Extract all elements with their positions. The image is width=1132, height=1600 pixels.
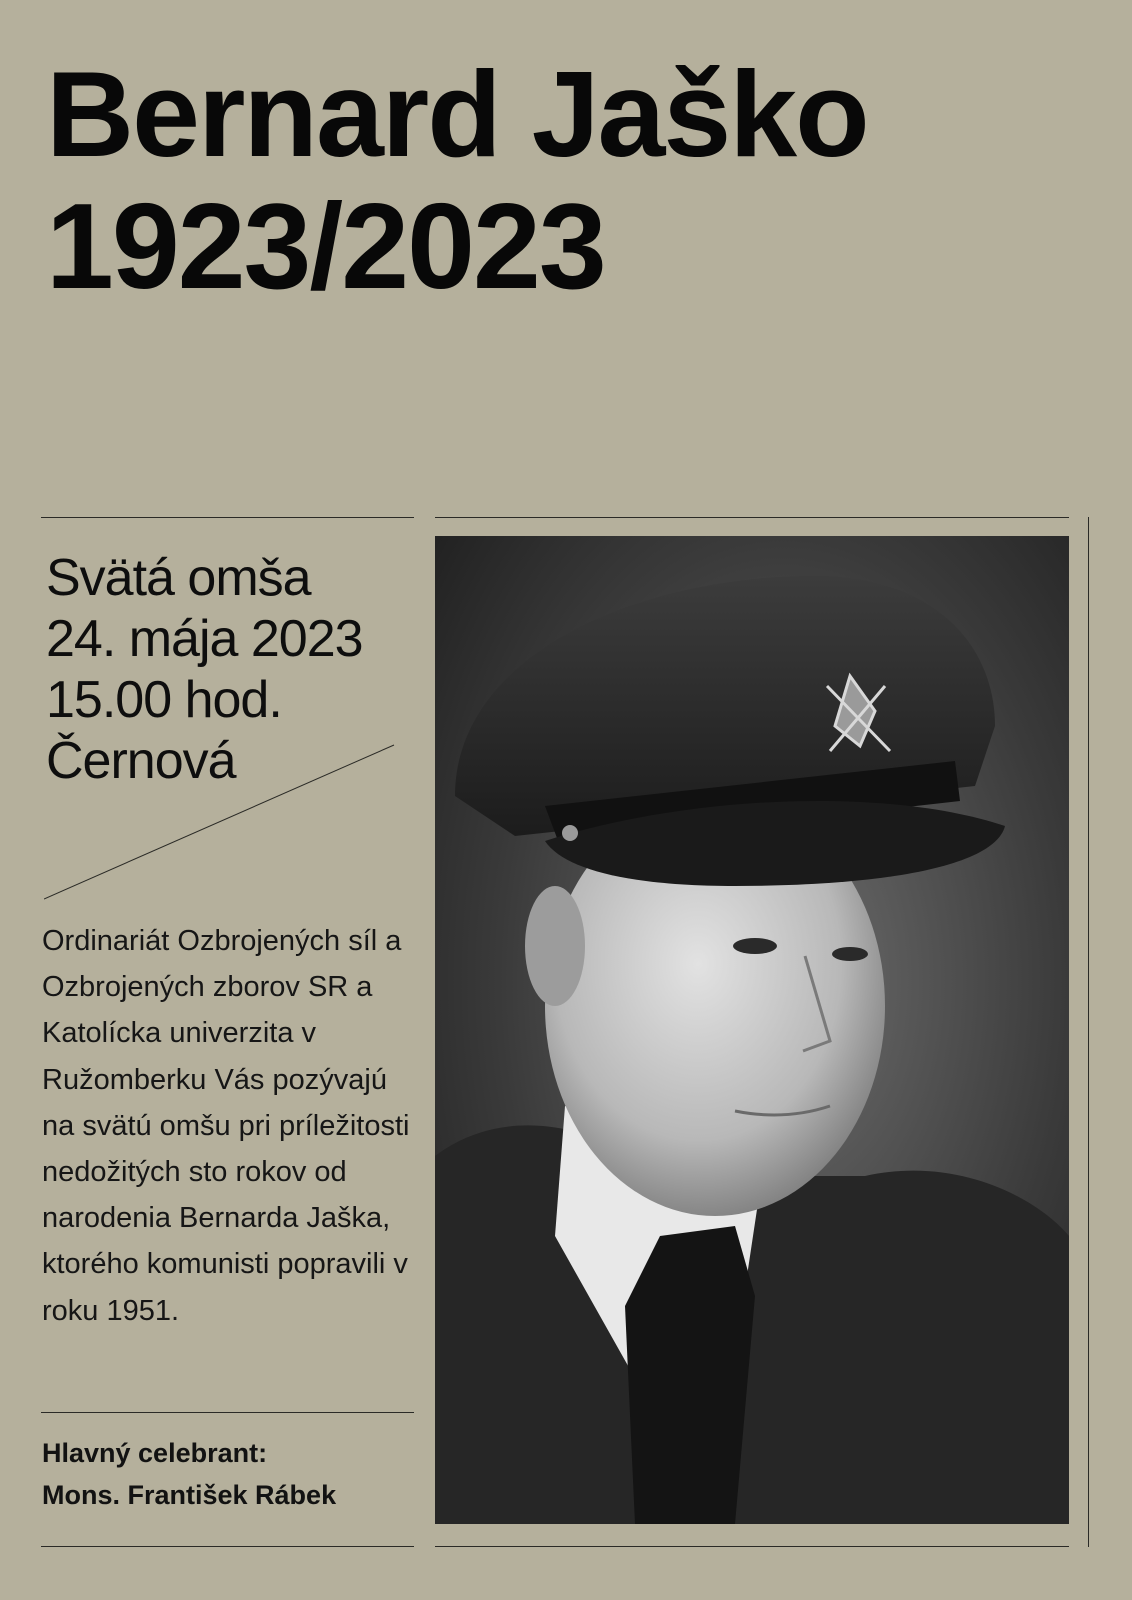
invitation-text: Ordinariát Ozbrojených síl a Ozbrojených zborov SR a Katolícka univerzita v Ružomberku Vás pozývajú na svätú omšu pri príležitosti nedožitých sto rokov od narodenia Bernarda Jaška, ktorého komunisti popravili v roku 1951.: [42, 925, 410, 1327]
diagonal-divider: [44, 744, 396, 900]
divider-mid-left: [41, 1412, 414, 1413]
event-time: 15.00 hod.: [46, 671, 282, 729]
title-years: 1923/2023: [46, 178, 605, 314]
divider-vertical-right: [1088, 517, 1089, 1547]
divider-bottom-right: [435, 1546, 1069, 1547]
divider-bottom-left: [41, 1546, 414, 1547]
event-title: Svätá omša: [46, 549, 311, 607]
portrait-photo: [435, 536, 1069, 1524]
title-name: Bernard Jaško: [46, 46, 868, 182]
celebrant-label: Hlavný celebrant:: [42, 1438, 268, 1468]
event-place: Černová: [46, 732, 236, 790]
celebrant-name: Mons. František Rábek: [42, 1480, 337, 1510]
event-date: 24. mája 2023: [46, 610, 363, 668]
poster-title: [46, 48, 868, 312]
celebrant-block: [42, 1432, 336, 1516]
divider-top-left: [41, 517, 414, 518]
divider-top-right: [435, 517, 1069, 518]
